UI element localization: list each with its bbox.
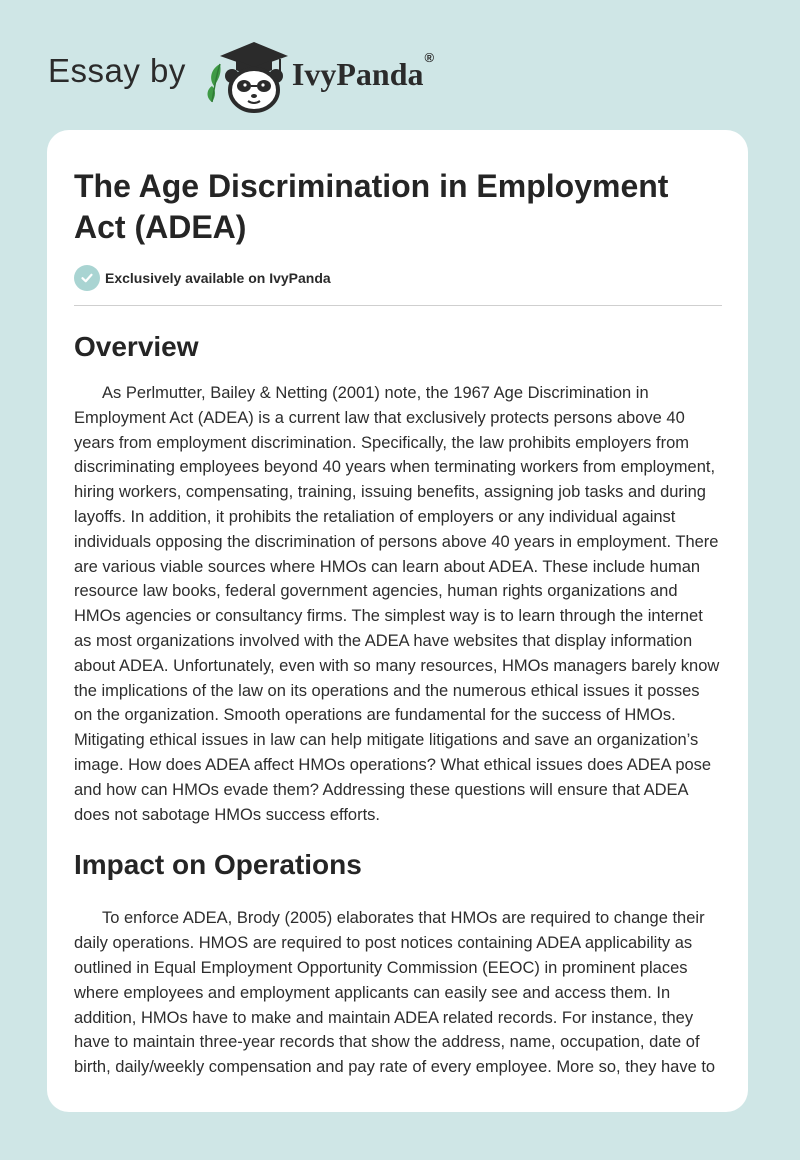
title-divider	[74, 305, 722, 306]
essay-title: The Age Discrimination in Employment Act (ADEA)	[74, 168, 669, 245]
panda-logo-icon[interactable]	[198, 34, 290, 114]
essay-card	[47, 130, 748, 1112]
registered-mark: ®	[424, 49, 435, 65]
section-paragraph-impact: To enforce ADEA, Brody (2005) elaborates that HMOs are required to change their daily operations. HMOS are required to post notices containing ADEA applicability as outlined in Equal Employment Opportunity Commission (EEOC) in prominent places where employees and employment applicants can easily see and access them. In addition, HMOs have to make and maintain ADEA related records. For instance, they have to maintain three-year records that show the address, name, occupation, date of birth, daily/weekly compensation and pay rate of every employee. More so, they have to	[74, 909, 716, 1077]
panda-head-icon	[225, 69, 283, 111]
exclusive-badge	[74, 263, 722, 293]
brand-name[interactable]: IvyPanda®	[291, 49, 435, 92]
brand-header	[48, 34, 434, 114]
section-heading-impact: Impact on Operations	[74, 849, 362, 881]
badge-label: Exclusively available on IvyPanda	[105, 270, 331, 286]
section-paragraph-overview: As Perlmutter, Bailey & Netting (2001) note, the 1967 Age Discrimination in Employment Act (ADEA) is a current law that exclusively protects persons above 40 years from employment discrimination. Specifically, the law prohibits employers from discriminating employees beyond 40 years when terminating workers from employment, hiring workers, compensating, training, issuing benefits, assigning job tasks and during layoffs. In addition, it prohibits the retaliation of employers or any individual against individuals opposing the discrimination of persons above 40 years in employment. There are various viable sources where HMOs can learn about ADEA. These include human resource law books, federal government agencies, human rights organizations and HMOs agencies or consultancy firms. The simplest way is to learn through the internet as most organizations involved with the ADEA have websites that display information about ADEA. Unfortunately, even with so many resources, HMOs managers barely know the implications of the law on its operations and the numerous ethical issues it posses on the organization. Smooth operations are fundamental for the success of HMOs. Mitigating ethical issues in law can help mitigate litigations and save an organization’s image. How does ADEA affect HMOs operations? What ethical issues does ADEA pose and how can HMOs evade them? Addressing these questions will ensure that ADEA does not sabotage HMOs success efforts.	[74, 384, 720, 824]
ivy-leaf-icon	[207, 64, 220, 102]
check-icon	[74, 265, 100, 291]
section-heading-overview: Overview	[74, 331, 199, 362]
brand-prefix: Essay by	[48, 52, 186, 89]
